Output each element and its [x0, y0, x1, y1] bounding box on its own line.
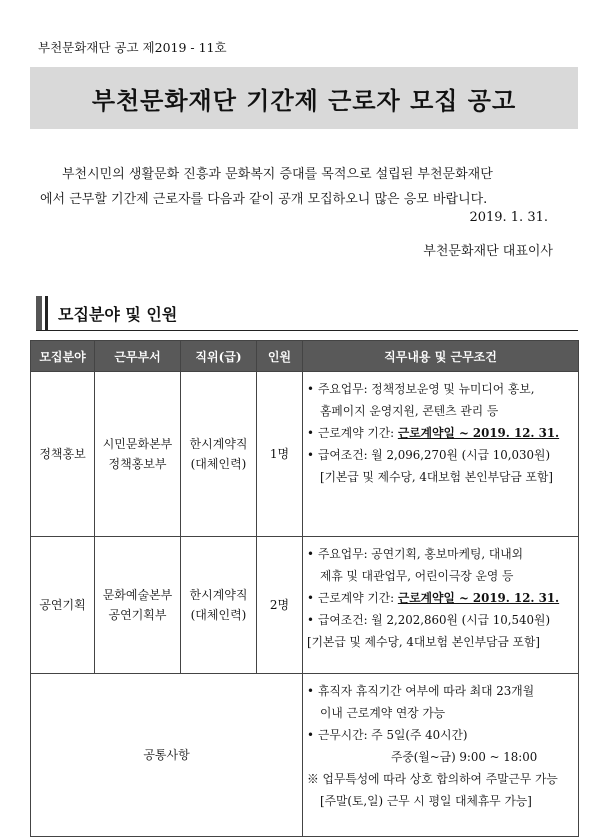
list-item: ※ 업무특성에 따라 상호 합의하여 주말근무 가능	[307, 772, 558, 786]
section-title: 모집분야 및 인원	[58, 304, 178, 324]
signer: 부천문화재단 대표이사	[423, 244, 553, 259]
list-item: 홈페이지 운영지원, 콘텐츠 관리 등	[320, 404, 499, 418]
dept-line: 시민문화본부	[102, 437, 173, 451]
position-line: 한시계약직	[189, 588, 248, 602]
section-bar-thin-icon	[45, 296, 48, 330]
table-header-row	[31, 341, 579, 372]
header-position: 직위(급)	[181, 341, 257, 372]
list-item: • 주요업무: 정책정보운영 및 뉴미디어 홍보,	[307, 378, 574, 400]
list-item: • 근로계약 기간: 근로계약일 ~ 2019. 12. 31.	[307, 422, 574, 444]
dept-cell	[95, 537, 181, 674]
bullet-icon: •	[307, 591, 314, 605]
common-label-cell: 공통사항	[31, 674, 303, 837]
intro-line-1: 부천시민의 생활문화 진흥과 문화복지 증대를 목적으로 설립된 부천문화재단	[62, 167, 493, 182]
list-item: [기본급 및 제수당, 4대보험 본인부담금 포함]	[307, 635, 540, 649]
position-cell	[181, 537, 257, 674]
dept-line: 정책홍보부	[108, 457, 167, 471]
dept-line: 문화예술본부	[102, 588, 173, 602]
header-count: 인원	[257, 341, 303, 372]
list-item: • 주요업무: 공연기획, 홍보마케팅, 대내외	[307, 543, 574, 565]
bullet-icon: •	[307, 684, 314, 698]
page-title: 부천문화재단 기간제 근로자 모집 공고	[91, 86, 517, 115]
header-duty: 직무내용 및 근무조건	[303, 341, 579, 372]
count-cell: 1명	[257, 372, 303, 537]
table-row	[31, 674, 579, 837]
table-row	[31, 537, 579, 674]
bullet-icon: •	[307, 728, 314, 742]
list-item: • 휴직자 휴직기간 여부에 따라 최대 23개월	[307, 680, 574, 702]
list-item: • 급여조건: 월 2,096,270원 (시급 10,030원)	[307, 444, 574, 466]
duty-cell	[303, 372, 579, 537]
position-line: (대체인력)	[190, 457, 247, 471]
list-item: • 근로계약 기간: 근로계약일 ~ 2019. 12. 31.	[307, 587, 574, 609]
header-dept: 근무부서	[95, 341, 181, 372]
bullet-icon: •	[307, 547, 314, 561]
list-item: [기본급 및 제수당, 4대보험 본인부담금 포함]	[320, 470, 553, 484]
notice-date: 2019. 1. 31.	[469, 210, 548, 225]
list-item: 이내 근로계약 연장 가능	[320, 706, 446, 720]
list-item: • 급여조건: 월 2,202,860원 (시급 10,540원)	[307, 609, 574, 631]
section-bar-icon	[36, 296, 42, 330]
position-cell	[181, 372, 257, 537]
contract-period: 근로계약일 ~ 2019. 12. 31.	[397, 591, 560, 605]
duty-cell	[303, 537, 579, 674]
bullet-icon: •	[307, 448, 314, 462]
position-line: (대체인력)	[190, 608, 247, 622]
common-duty-cell	[303, 674, 579, 837]
header-field: 모집분야	[31, 341, 95, 372]
list-item: 주중(월~금) 9:00 ~ 18:00	[391, 750, 538, 764]
contract-period: 근로계약일 ~ 2019. 12. 31.	[397, 426, 560, 440]
bullet-icon: •	[307, 613, 314, 627]
position-line: 한시계약직	[189, 437, 248, 451]
list-item: • 근무시간: 주 5일(주 40시간)	[307, 724, 574, 746]
dept-cell	[95, 372, 181, 537]
list-item: 제휴 및 대관업무, 어린이극장 운영 등	[320, 569, 514, 583]
bullet-icon: •	[307, 426, 314, 440]
section-header	[36, 296, 578, 331]
field-cell: 공연기획	[31, 537, 95, 674]
list-item: [주말(토,일) 근무 시 평일 대체휴무 가능]	[320, 794, 532, 808]
recruitment-table	[30, 340, 579, 837]
field-cell: 정책홍보	[31, 372, 95, 537]
intro-line-2: 에서 근무할 기간제 근로자를 다음과 같이 공개 모집하오니 많은 응모 바랍니다.	[40, 192, 488, 207]
title-banner	[30, 67, 578, 129]
table-row	[31, 372, 579, 537]
count-cell: 2명	[257, 537, 303, 674]
intro-text	[40, 162, 570, 212]
dept-line: 공연기획부	[108, 608, 167, 622]
notice-number: 부천문화재단 공고 제2019 - 11호	[38, 40, 227, 55]
bullet-icon: •	[307, 382, 314, 396]
